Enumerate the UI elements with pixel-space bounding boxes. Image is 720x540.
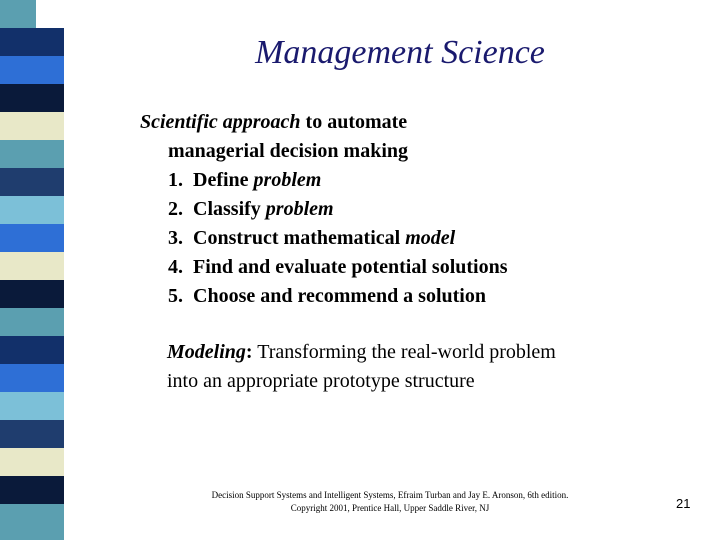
step-text: Define: [193, 169, 254, 191]
slide-body: [140, 108, 508, 311]
modeling-def-1: Transforming the real-world problem: [252, 341, 556, 363]
footer-line-1: Decision Support Systems and Intelligent Systems, Efraim Turban and Jay E. Aronson, 6th edition.: [211, 490, 569, 500]
step-item: [140, 282, 508, 311]
step-emphasis: model: [405, 227, 456, 249]
intro-line: [140, 108, 508, 137]
step-item: [140, 166, 508, 195]
modeling-def-2: into an appropriate prototype structure: [167, 370, 475, 392]
step-text: Construct mathematical: [193, 227, 406, 249]
footer-line-2: Copyright 2001, Prentice Hall, Upper Saddle River, NJ: [290, 503, 490, 513]
intro-emphasis: Scientific approach: [140, 111, 301, 133]
step-item: [140, 253, 508, 282]
step-number: 4.: [168, 256, 183, 278]
step-number: 2.: [168, 198, 183, 220]
step-number: 5.: [168, 285, 183, 307]
modeling-definition: [167, 338, 556, 396]
slide-title: Management Science: [255, 34, 545, 71]
step-emphasis: problem: [265, 198, 334, 220]
modeling-term: Modeling: [167, 341, 246, 363]
decorative-stripe: [0, 0, 68, 540]
step-item: [140, 195, 508, 224]
step-text: Choose and recommend a solution: [193, 285, 486, 307]
step-item: [140, 224, 508, 253]
step-text: Find and evaluate potential solutions: [193, 256, 508, 278]
step-number: 3.: [168, 227, 183, 249]
intro-text: to automate: [300, 111, 408, 133]
step-number: 1.: [168, 169, 183, 191]
page-number: 21: [676, 496, 691, 511]
modeling-colon: :: [245, 341, 253, 363]
step-text: Classify: [193, 198, 266, 220]
footer-citation: [180, 489, 600, 515]
intro-line-2: managerial decision making: [168, 140, 409, 162]
step-emphasis: problem: [253, 169, 322, 191]
